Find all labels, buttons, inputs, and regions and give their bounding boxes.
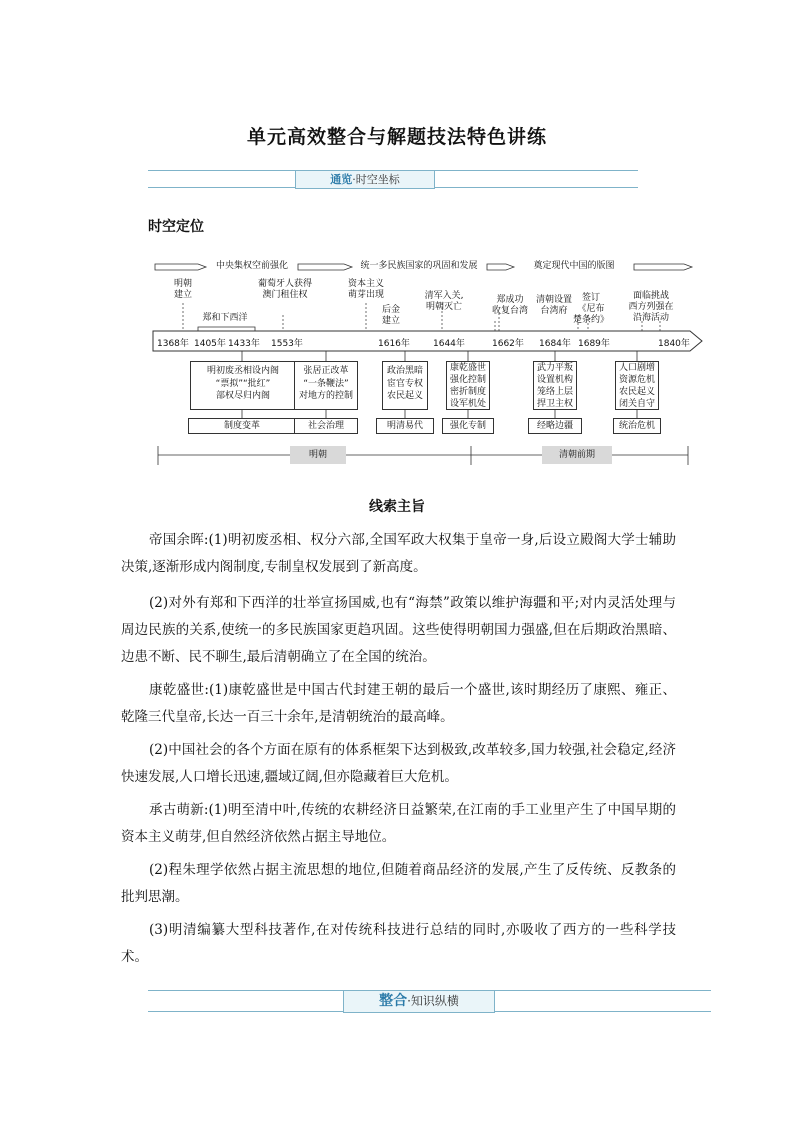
banner-main-text: 通览	[330, 173, 353, 186]
category-label: 强化专制	[442, 418, 494, 434]
paragraph: 康乾盛世:(1)康乾盛世是中国古代封建王朝的最后一个盛世,该时期经历了康熙、雍正、乾隆三代皇帝,长达一百三十余年,是清朝统治的最高峰。	[121, 682, 677, 725]
paragraph: (2)中国社会的各个方面在原有的体系框架下达到极致,改革较多,国力较强,社会稳定,经济快速发展,人口增长迅速,疆域辽阔,但亦隐藏着巨大危机。	[121, 742, 676, 785]
detail-box: 康乾盛世 强化控制 密折制度 设军机处	[446, 361, 490, 410]
event-label: 资本主义 萌芽出现	[347, 279, 384, 300]
category-label: 制度变革	[188, 418, 296, 434]
section-banner-bottom	[343, 990, 495, 1013]
banner-sub-text: ·知识纵横	[407, 994, 459, 1008]
phase-label: 统一多民族国家的巩固和发展	[360, 261, 478, 271]
banner-main-text: 整合	[379, 993, 408, 1009]
event-label: 清朝设置 台湾府	[535, 295, 572, 316]
era-label: 明朝	[290, 446, 346, 464]
section-banner-top	[295, 170, 435, 189]
detail-box: 明初废丞相设内阁 “票拟”“批红” 部权尽归内阁	[190, 361, 296, 410]
event-label: 签订 《尼布 楚条约》	[572, 293, 609, 325]
section-heading-time-space: 时空定位	[148, 219, 204, 235]
event-label: 郑和下西洋	[202, 313, 248, 323]
banner-sub-text: ·时空坐标	[352, 173, 400, 186]
category-label: 社会治理	[294, 418, 358, 434]
year-label: 1616年	[378, 339, 410, 349]
year-label: 1689年	[578, 339, 610, 349]
timeline-diagram	[150, 255, 710, 470]
section-heading-clues: 线索主旨	[369, 499, 425, 515]
era-label: 清朝前期	[542, 446, 612, 464]
paragraph: (3)明清编纂大型科技著作,在对传统科技进行总结的同时,亦吸收了西方的一些科学技术。	[121, 922, 676, 965]
detail-box: 武力平叛 设置机构 笼络上层 捍卫主权	[533, 361, 577, 410]
detail-box: 张居正改革 “一条鞭法” 对地方的控制	[294, 361, 358, 410]
year-label: 1405年	[194, 339, 226, 349]
year-label: 1684年	[539, 339, 571, 349]
year-label: 1368年	[157, 339, 189, 349]
paragraph: 帝国余晖:(1)明初废丞相、权分六部,全国军政大权集于皇帝一身,后设立殿阁大学士辅助决策,逐渐形成内阁制度,专制皇权发展到了新高度。	[121, 532, 676, 575]
phase-label: 奠定现代中国的版图	[533, 261, 615, 271]
year-label: 1553年	[271, 339, 303, 349]
page-title: 单元高效整合与解题技法特色讲练	[246, 126, 547, 148]
paragraph: 承古萌新:(1)明至清中叶,传统的农耕经济日益繁荣,在江南的手工业里产生了中国早期的资本主义萌芽,但自然经济依然占据主导地位。	[121, 802, 676, 845]
detail-box: 政治黑暗 宦官专权 农民起义	[382, 361, 428, 410]
detail-box: 人口剧增 资源危机 农民起义 闭关自守	[615, 361, 659, 410]
year-label: 1644年	[433, 339, 465, 349]
year-label: 1840年	[658, 339, 690, 349]
year-label: 1662年	[492, 339, 524, 349]
category-label: 明清易代	[376, 418, 434, 434]
event-label: 葡萄牙人获得 澳门租住权	[257, 279, 312, 300]
event-label: 明朝 建立	[173, 279, 192, 300]
category-label: 统治危机	[613, 418, 661, 434]
paragraph: (2)程朱理学依然占据主流思想的地位,但随着商品经济的发展,产生了反传统、反教条的批判思潮。	[121, 862, 676, 905]
event-label: 后金 建立	[381, 305, 400, 326]
category-label: 经略边疆	[528, 418, 582, 434]
phase-label: 中央集权空前强化	[215, 261, 288, 271]
event-label: 清军入关, 明朝灭亡	[424, 291, 464, 312]
year-label: 1433年	[228, 339, 260, 349]
paragraph: (2)对外有郑和下西洋的壮举宣扬国威,也有“海禁”政策以维护海疆和平;对内灵活处理与周边民族的关系,使统一的多民族国家更趋巩固。这些使得明朝国力强盛,但在后期政治黑暗、边患不断、民不聊生,最后清朝确立了在全国的统治。	[121, 595, 676, 665]
event-label: 面临挑战 西方列强在 沿海活动	[628, 291, 674, 323]
event-label: 郑成功 收复台湾	[491, 295, 528, 316]
